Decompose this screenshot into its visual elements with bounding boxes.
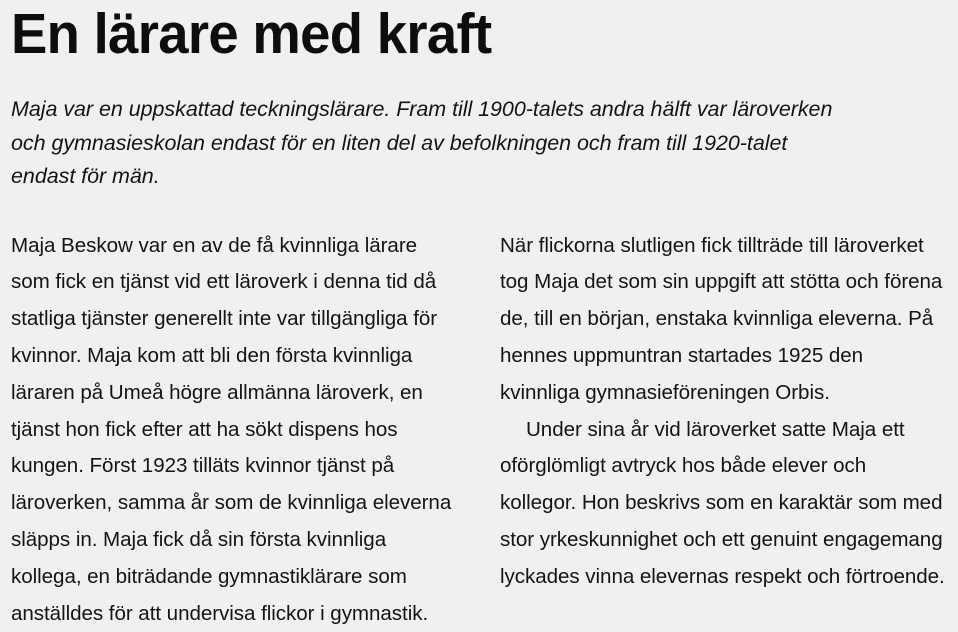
body-paragraph: När flickorna slutligen fick tillträde till läroverket tog Maja det som sin uppgift att stötta och förena de, till en början, enstaka kvinnliga eleverna. På hennes uppmuntran startades 1925 den kvinnliga gymnasieföreningen Orbis. bbox=[500, 233, 943, 404]
body-paragraph: Under sina år vid läroverket satte Maja ett oförglömligt avtryck hos både elever och kollegor. Hon beskrivs som en karaktär som med stor yrkeskunnighet och ett genuint engagemang lyckades vinna elevernas respekt och förtroende. bbox=[500, 417, 945, 588]
article-lead: Maja var en uppskattad teckningslärare. Fram till 1900-talets andra hälft var läroverken och gymnasieskolan endast för en liten del av befolkningen och fram till 1920-talet endast för män. bbox=[11, 97, 833, 189]
page-title: En lärare med kraft bbox=[11, 2, 492, 66]
article-column-right bbox=[500, 228, 946, 632]
article-column-left bbox=[11, 228, 457, 632]
article-body-columns bbox=[11, 194, 947, 632]
body-paragraph: Maja Beskow var en av de få kvinnliga lärare som fick en tjänst vid ett läroverk i denna tid då statliga tjänster generellt inte var tillgängliga för kvinnor. Maja kom att bli den första kvinnliga läraren på Umeå högre allmänna läroverk, en tjänst hon fick efter att ha sökt dispens hos kungen. Först 1923 tilläts kvinnor tjänst på läroverken, samma år som de kvinnliga eleverna släpps in. Maja fick då sin första kvinnliga kollega, en biträdande gymnastiklärare som anställdes för att undervisa flickor i gymnastik. bbox=[11, 233, 452, 625]
